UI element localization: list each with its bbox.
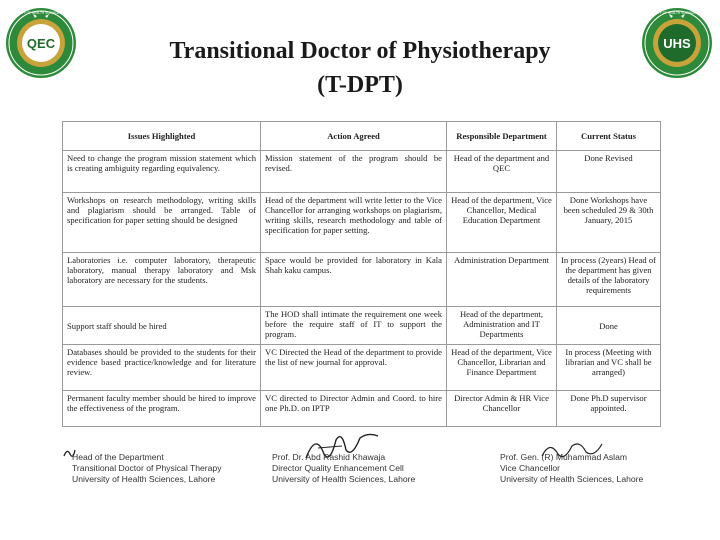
signatory-name: Prof. Gen. (R) Muhammad Aslam (500, 452, 628, 462)
uhs-logo (640, 6, 714, 80)
table-row (63, 307, 661, 345)
uhs-logo-ring-text: UNIVERSITY OF HEALTH SCIENCES LAHORE (642, 11, 712, 15)
signatory-org: University of Health Sciences, Lahore (72, 474, 216, 484)
issue-cell: Permanent faculty member should be hired to improve the effectiveness of the program. (63, 391, 261, 427)
title-line-2: (T-DPT) (317, 72, 403, 98)
signatory-hod (72, 452, 222, 485)
action-cell: Mission statement of the program should be revised. (261, 151, 447, 193)
uhs-logo-text: UHS (663, 36, 691, 51)
status-cell: Done Ph.D supervisor appointed. (557, 391, 661, 427)
signatory-role: Director Quality Enhancement Cell (272, 463, 404, 473)
table-row (63, 345, 661, 391)
signatory-role: Vice Chancellor (500, 463, 561, 473)
action-cell: Head of the department will write letter to the Vice Chancellor for arranging workshops on plagiarism, writing skills, research methodology and table of specification for paper setting. (261, 193, 447, 253)
table-header-row (63, 122, 661, 151)
signatory-name: Prof. Dr. Abd Rashid Khawaja (272, 452, 386, 462)
signatory-org: University of Health Sciences, Lahore (272, 474, 416, 484)
header-status: Current Status (557, 122, 661, 151)
signature-block (62, 428, 662, 500)
issue-cell: Workshops on research methodology, writing skills and plagiarism should be arranged. Table of specification for paper setting should be designed (63, 193, 261, 253)
title-line-1: Transitional Doctor of Physiotherapy (169, 38, 551, 64)
issue-cell: Laboratories i.e. computer laboratory, therapeutic laboratory, manual therapy laboratory and Msk laboratory are necessary for the students. (63, 253, 261, 307)
signatory-role: Transitional Doctor of Physical Therapy (72, 463, 222, 473)
issue-cell: Support staff should be hired (63, 307, 261, 345)
signatory-qec-director (272, 452, 415, 485)
table-row (63, 193, 661, 253)
action-cell: VC Directed the Head of the department to provide the list of new journal for approval. (261, 345, 447, 391)
issue-cell: Databases should be provided to the students for their evidence based practice/knowledge and for literature review. (63, 345, 261, 391)
signatory-org: University of Health Sciences, Lahore (500, 474, 644, 484)
status-cell: Done Workshops have been scheduled 29 & 30th January, 2015 (557, 193, 661, 253)
table-row (63, 391, 661, 427)
responsible-cell: Administration Department (447, 253, 557, 307)
issue-cell: Need to change the program mission statement which is creating ambiguity regarding equivalency. (63, 151, 261, 193)
responsible-cell: Head of the department, Administration and IT Departments (447, 307, 557, 345)
responsible-cell: Head of the department and QEC (447, 151, 557, 193)
action-cell: VC directed to Director Admin and Coord. to hire one Ph.D. on IPTP (261, 391, 447, 427)
signatory-vice-chancellor (500, 452, 643, 485)
action-cell: The HOD shall intimate the requirement one week before the require staff of IT to support the program. (261, 307, 447, 345)
signatory-name: Head of the Department (72, 452, 164, 462)
status-cell: Done (557, 307, 661, 345)
qec-logo-text: QEC (26, 36, 56, 51)
qec-logo (4, 6, 78, 80)
status-cell: In process (2years) Head of the department has given details of the laboratory requirements (557, 253, 661, 307)
responsible-cell: Head of the department, Vice Chancellor, Librarian and Finance Department (447, 345, 557, 391)
responsible-cell: Head of the department, Vice Chancellor, Medical Education Department (447, 193, 557, 253)
header-issues: Issues Highlighted (63, 122, 261, 151)
responsible-cell: Director Admin & HR Vice Chancellor (447, 391, 557, 427)
issues-table (62, 121, 661, 427)
status-cell: Done Revised (557, 151, 661, 193)
status-cell: In process (Meeting with librarian and VC shall be arranged) (557, 345, 661, 391)
qec-logo-ring-text: UNIVERSITY OF HEALTH SCIENCES LAHORE (6, 11, 76, 15)
issues-document (62, 121, 660, 427)
action-cell: Space would be provided for laboratory in Kala Shah kaku campus. (261, 253, 447, 307)
page-title (90, 34, 630, 102)
table-row (63, 253, 661, 307)
table-row (63, 151, 661, 193)
header-action: Action Agreed (261, 122, 447, 151)
header-responsible: Responsible Department (447, 122, 557, 151)
